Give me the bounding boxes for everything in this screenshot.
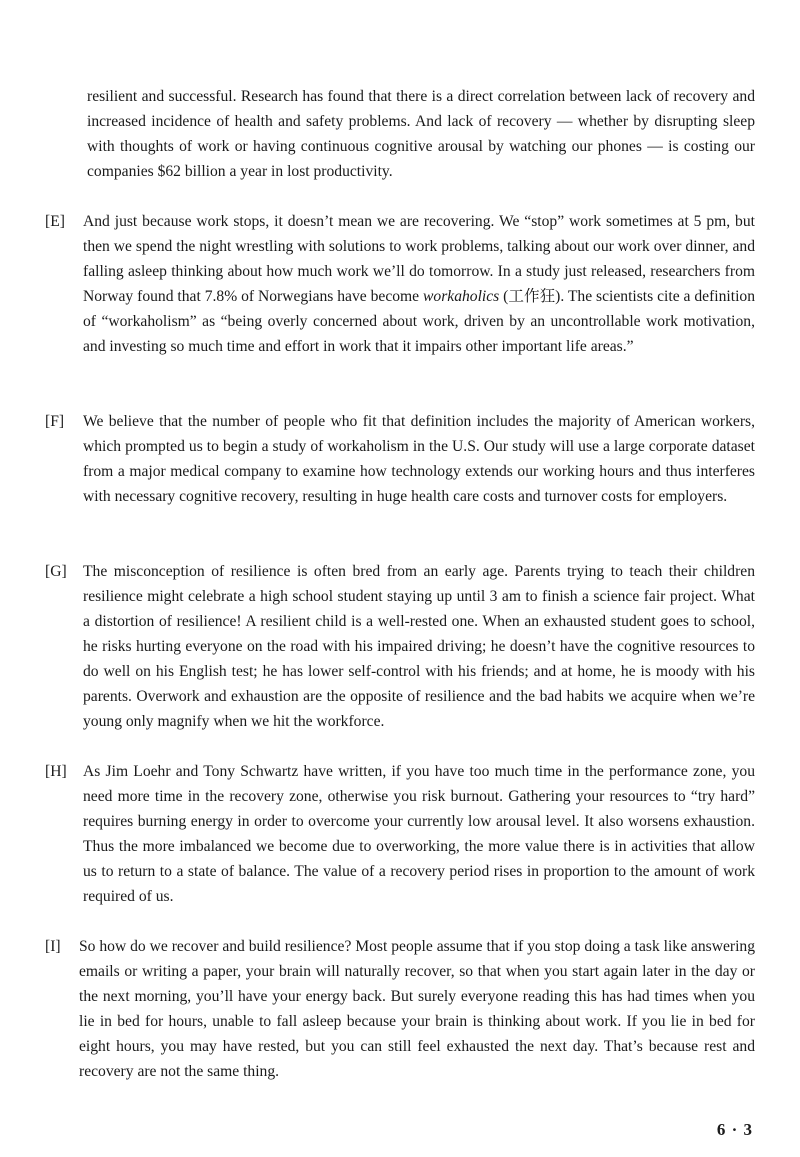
- paragraph-h-label: [H]: [45, 763, 67, 780]
- paragraph-continued: [45, 84, 755, 184]
- paragraph-f-text: We believe that the number of people who fit that definition includes the majority of American workers, which prompted us to begin a study of workaholism in the U.S. Our study will use a large corporate dataset from a major medical company to examine how technology extends our working hours and thus interferes with necessary cognitive recovery, resulting in huge health care costs and turnover costs for employers.: [83, 413, 755, 505]
- page-number: 6 · 3: [716, 1120, 753, 1139]
- paragraph-e-text-before: And just because work stops, it doesn’t mean we are recovering. We “stop” work sometimes at 5 pm, but then we spend the night wrestling with solutions to work problems, talking about our work over dinner, and falling asleep thinking about how much work we’ll do tomorrow. In a study just released, researchers from Norway found that 7.8% of Norwegians have become: [83, 213, 755, 305]
- paragraph-g-label: [G]: [45, 563, 67, 580]
- paragraph-e-text-after: . The scientists cite a definition of “workaholism” as “being overly concerned about work, driven by an uncontrollable work motivation, and investing so much time and effort in work that it impairs other important life areas.”: [83, 288, 755, 355]
- paragraph-continued-text: resilient and successful. Research has found that there is a direct correlation between lack of recovery and increased incidence of health and safety problems. And lack of recovery — whether by disrupting sleep with thoughts of work or having continuous cognitive arousal by watching our phones — is costing our companies $62 billion a year in lost productivity.: [87, 88, 755, 180]
- paragraph-e-italic-term: workaholics: [423, 288, 500, 305]
- paragraph-g: [45, 559, 755, 734]
- paragraph-i-text: So how do we recover and build resilience? Most people assume that if you stop doing a task like answering emails or writing a paper, your brain will naturally recover, so that when you start again later in the day or the next morning, you’ll have your energy back. But surely everyone reading this has had times when you lie in bed for hours, unable to fall asleep because your brain is thinking about work. If you lie in bed for eight hours, you may have rested, but you can still feel exhausted the next day. That’s because rest and recovery are not the same thing.: [79, 938, 756, 1080]
- paragraph-f-label: [F]: [45, 413, 65, 430]
- paragraph-h: [45, 759, 755, 909]
- paragraph-e-label: [E]: [45, 213, 65, 230]
- paragraph-h-text: As Jim Loehr and Tony Schwartz have written, if you have too much time in the performance zone, you need more time in the recovery zone, otherwise you risk burnout. Gathering your resources to “try hard” requires burning energy in order to overcome your currently low arousal level. It also worsens exhaustion. Thus the more imbalanced we become due to overworking, the more value there is in activities that allow us to return to a state of balance. The value of a recovery period rises in proportion to the amount of work required of us.: [83, 763, 755, 905]
- paragraph-e: [45, 209, 755, 359]
- paragraph-e-text: [83, 209, 755, 359]
- paragraph-f: [45, 409, 755, 509]
- paragraph-i-label: [I]: [45, 938, 61, 955]
- paragraph-i: [45, 934, 755, 1084]
- paragraph-e-gloss: (工作狂): [503, 288, 561, 305]
- paragraph-g-text: The misconception of resilience is often bred from an early age. Parents trying to teach their children resilience might celebrate a high school student staying up until 3 am to finish a science fair project. What a distortion of resilience! A resilient child is a well-rested one. When an exhausted student goes to school, he risks hurting everyone on the road with his impaired driving; he doesn’t have the cognitive resources to do well on his English test; he has lower self-control with his friends; and at home, he is moody with his parents. Overwork and exhaustion are the opposite of resilience and the bad habits we acquire when we’re young only magnify when we hit the workforce.: [83, 563, 755, 730]
